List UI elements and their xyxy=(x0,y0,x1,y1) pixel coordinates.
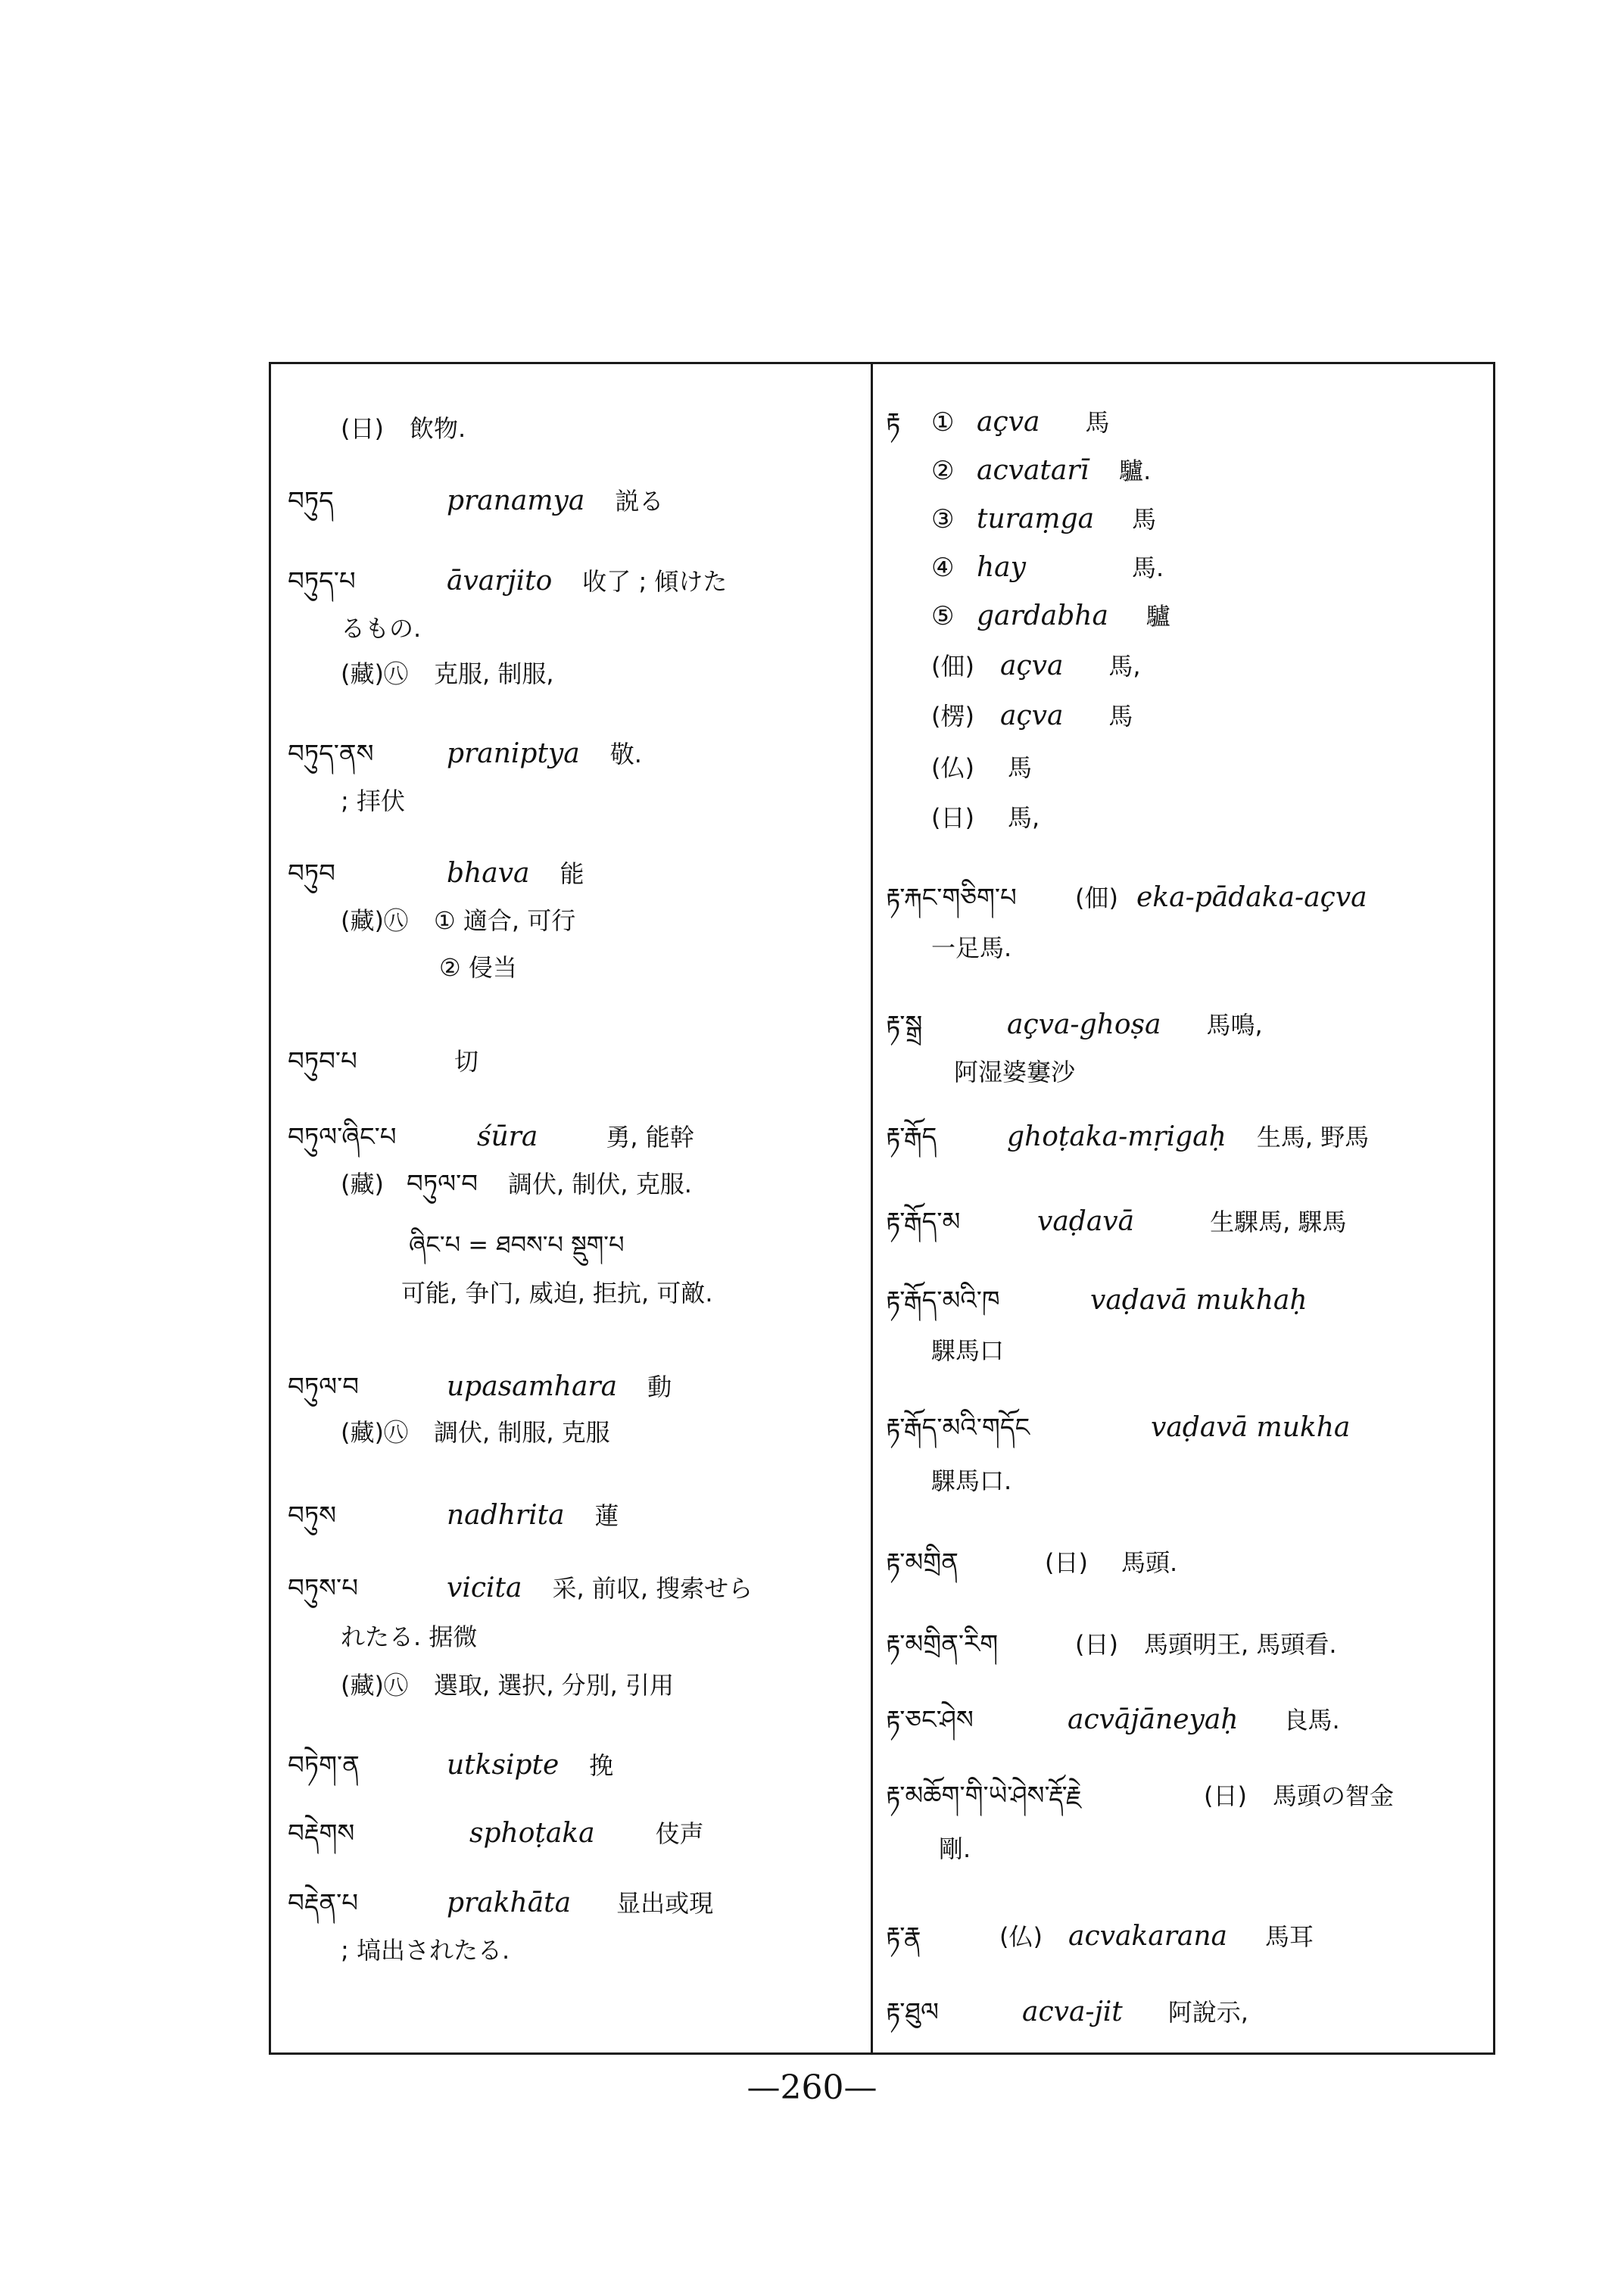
sanskrit-term: āvarjito xyxy=(447,566,553,597)
sub-gloss: 調伏, 制伏, 克服. xyxy=(508,1170,692,1198)
tibetan-headword: བརྡེན་པ xyxy=(288,1888,359,1918)
entry xyxy=(886,1702,1492,1738)
entry xyxy=(886,1778,1492,1867)
sense-number: ④ xyxy=(931,553,955,583)
tibetan-headword: བཏེག་ན xyxy=(288,1750,360,1781)
gloss: 馬耳 xyxy=(1265,1922,1314,1951)
gloss: 收了 ; 傾けた xyxy=(582,567,728,596)
gloss: 説る xyxy=(615,487,664,516)
gloss: 能 xyxy=(560,859,584,888)
entry xyxy=(288,1885,863,1968)
sanskrit-term: eka-pādaka-açva xyxy=(1136,882,1367,913)
entry xyxy=(288,856,863,986)
gloss: 馬 xyxy=(1007,753,1032,782)
gloss: 動 xyxy=(647,1373,672,1401)
entry xyxy=(288,563,863,692)
entry xyxy=(886,1007,1492,1090)
source-tag: (日) xyxy=(931,803,974,832)
sanskrit-term: acva-jit xyxy=(1022,1996,1123,2028)
gloss: 驢 xyxy=(1146,602,1170,631)
tibetan-headword: རྟ་མཆོག་གི་ཡེ་ཤེས་རྡོ་རྗེ xyxy=(886,1781,1082,1811)
entry xyxy=(886,598,1492,634)
tibetan-headword: རྟ་རྒོད་མའི་གདོང xyxy=(886,1413,1030,1443)
sanskrit-term: açva xyxy=(999,700,1064,731)
sense-number: ① xyxy=(931,407,955,438)
sanskrit-term: vicita xyxy=(447,1572,522,1604)
tibetan-headword: བཏུས་པ xyxy=(288,1573,358,1604)
gloss: 馬, xyxy=(1007,803,1040,832)
source-tag: (仏) xyxy=(931,753,974,782)
entry xyxy=(886,1283,1492,1369)
sanskrit-term: açva-ghoṣa xyxy=(1007,1009,1161,1040)
gloss-continuation: 剛. xyxy=(939,1834,971,1863)
entry xyxy=(886,648,1492,684)
entry xyxy=(886,799,1492,836)
entry xyxy=(288,1043,863,1080)
sanskrit-term: turaṃga xyxy=(977,503,1095,535)
sanskrit-term: açva xyxy=(977,407,1040,438)
tibetan-headword: བཏུལ་བ xyxy=(288,1372,360,1402)
gloss: 驢. xyxy=(1119,457,1152,485)
entry xyxy=(886,501,1492,538)
sub-gloss: 克服, 制服, xyxy=(433,659,554,688)
gloss: 馬, xyxy=(1108,652,1141,681)
sanskrit-term: upasamhara xyxy=(447,1371,618,1402)
gloss-continuation: 阿湿婆窶沙 xyxy=(954,1058,1076,1086)
source-tag: (仏) xyxy=(999,1922,1043,1951)
sanskrit-term: utksipte xyxy=(447,1750,560,1781)
sense-number: ② xyxy=(931,456,955,486)
gloss: 馬頭明王, 馬頭看. xyxy=(1143,1630,1337,1659)
sanskrit-term: gardabha xyxy=(977,600,1108,631)
entry xyxy=(288,483,863,519)
entry xyxy=(886,1119,1492,1155)
sanskrit-term: prakhāta xyxy=(447,1887,572,1918)
tibetan-headword: བཏུད xyxy=(288,486,334,516)
source-tag: (日) xyxy=(1075,1630,1118,1659)
source-tag: (佃) xyxy=(1075,884,1118,912)
gloss: 馬 xyxy=(1108,702,1133,731)
sanskrit-term: acvakarana xyxy=(1068,1921,1228,1952)
source-tag: (藏)㊇ xyxy=(341,1671,408,1700)
tibetan-headword: རྟ་ཐུལ xyxy=(886,1997,939,2028)
source-tag: (藏)㊇ xyxy=(341,906,408,935)
tibetan-headword: བཏུད་པ xyxy=(288,566,356,597)
gloss: 伎声 xyxy=(655,1819,704,1848)
sanskrit-term: hay xyxy=(977,552,1026,583)
entry xyxy=(886,1204,1492,1240)
gloss: 馬鳴, xyxy=(1206,1011,1263,1039)
gloss: 馬 xyxy=(1085,408,1110,437)
sub-gloss: ② 侵当 xyxy=(439,953,517,982)
tibetan-headword: རྟ་རྣ xyxy=(886,1922,921,1952)
source-tag: (日) xyxy=(1045,1548,1088,1577)
gloss-continuation: 騍馬口. xyxy=(931,1466,1012,1495)
sub-gloss: 選取, 選択, 分別, 引用 xyxy=(433,1671,675,1700)
gloss: 生騍馬, 騍馬 xyxy=(1210,1208,1347,1236)
tibetan-headword: རྟ་སྒྲ xyxy=(886,1010,923,1040)
sanskrit-term: ghoṭaka-mṛigaḥ xyxy=(1007,1121,1227,1152)
entry xyxy=(886,550,1492,586)
sanskrit-term: acvājāneyaḥ xyxy=(1068,1704,1239,1735)
source-tag: (藏) xyxy=(341,1170,384,1198)
gloss: 馬頭の智金 xyxy=(1272,1781,1394,1810)
sanskrit-term: vaḍavā xyxy=(1037,1206,1135,1237)
entry xyxy=(886,1918,1492,1955)
sanskrit-term: śūra xyxy=(477,1121,538,1152)
gloss-continuation: 一足馬. xyxy=(931,933,1012,962)
tibetan-headword: རྟ་མགྲིན xyxy=(886,1548,959,1578)
sanskrit-term: vaḍavā mukhaḥ xyxy=(1090,1285,1308,1316)
tibetan-headword: བཏུབ་པ xyxy=(288,1046,357,1077)
tibetan-headword: བཏུས xyxy=(288,1501,337,1531)
gloss: 馬 xyxy=(1132,505,1157,534)
sanskrit-term: sphoṭaka xyxy=(469,1818,595,1849)
entry xyxy=(288,1570,863,1703)
gloss: 勇, 能幹 xyxy=(606,1123,694,1152)
entry xyxy=(288,1498,863,1534)
sanskrit-term: pranamya xyxy=(447,485,585,516)
gloss: 阿說示, xyxy=(1167,1998,1248,2027)
tibetan-headword: རྟ xyxy=(886,407,901,438)
sanskrit-term: açva xyxy=(999,650,1064,681)
sub-gloss: ① 適合, 可行 xyxy=(433,906,576,935)
gloss: 馬頭. xyxy=(1121,1548,1178,1577)
gloss-continuation: ; 塙出されたる. xyxy=(341,1936,510,1965)
entry xyxy=(288,1369,863,1451)
column-divider xyxy=(871,362,873,2055)
gloss-continuation: れたる. 据微 xyxy=(341,1622,478,1651)
tibetan-headword: བཏུབ xyxy=(288,859,335,889)
gloss: 切 xyxy=(454,1047,479,1076)
entry xyxy=(288,1747,863,1784)
entry xyxy=(886,453,1492,489)
gloss: 良馬. xyxy=(1283,1706,1340,1735)
source-tag: (楞) xyxy=(931,702,974,731)
tibetan-headword: རྟ་རྐང་གཅིག་པ xyxy=(886,883,1017,913)
entry xyxy=(886,880,1492,966)
tibetan-headword: བཏུལ་ཞིང་པ xyxy=(288,1122,397,1152)
entry xyxy=(288,1119,863,1311)
source-tag: (藏)㊇ xyxy=(341,659,408,688)
gloss: 蓮 xyxy=(594,1501,619,1530)
tibetan-headword: རྟ་མགྲིན་རིག xyxy=(886,1629,999,1660)
entry xyxy=(886,698,1492,734)
tibetan-form: བཏུལ་བ xyxy=(406,1169,478,1199)
sanskrit-term: bhava xyxy=(447,858,530,889)
gloss: 显出或現 xyxy=(616,1889,714,1918)
sanskrit-term: acvatarī xyxy=(977,455,1089,486)
gloss-continuation: るもの. xyxy=(341,614,422,643)
sense-number: ③ xyxy=(931,504,955,535)
tibetan-headword: རྟ་རྒོད་མའི་ཁ xyxy=(886,1286,1000,1316)
source-tag: (日) xyxy=(341,414,384,443)
source-tag: (藏)㊇ xyxy=(341,1418,408,1447)
tibetan-headword: རྟ་རྒོད xyxy=(886,1122,937,1152)
entry xyxy=(288,736,863,819)
entry xyxy=(886,750,1492,786)
entry xyxy=(886,1410,1492,1499)
sense-number: ⑤ xyxy=(931,601,955,631)
sub-gloss: 可能, 争门, 威迫, 拒抗, 可敵. xyxy=(401,1279,713,1308)
source-tag: (日) xyxy=(1204,1781,1247,1810)
gloss: 敬. xyxy=(609,740,642,768)
tibetan-headword: རྟ་ཅང་ཤེས xyxy=(886,1705,974,1735)
sanskrit-term: nadhrita xyxy=(447,1500,565,1531)
page-number: —260— xyxy=(747,2068,877,2107)
tibetan-headword: རྟ་རྒོད་མ xyxy=(886,1207,961,1237)
source-tag: (佃) xyxy=(931,652,974,681)
entry xyxy=(886,1994,1492,2031)
sanskrit-term: praniptya xyxy=(447,738,580,769)
sanskrit-term: vaḍavā mukha xyxy=(1151,1412,1351,1443)
gloss: 挽 xyxy=(589,1751,614,1780)
entry xyxy=(288,410,863,447)
gloss-continuation: 騍馬口 xyxy=(931,1336,1005,1365)
sub-gloss: 調伏, 制服, 克服 xyxy=(433,1418,610,1447)
tibetan-equation: ཞིང་པ = ཐབས་པ སྡུག་པ xyxy=(409,1230,625,1259)
entry xyxy=(886,404,1492,441)
gloss: 生馬, 野馬 xyxy=(1256,1123,1370,1152)
gloss: 飲物. xyxy=(409,414,466,443)
entry xyxy=(886,1544,1492,1581)
gloss: 馬. xyxy=(1132,553,1164,582)
entry xyxy=(886,1626,1492,1663)
entry xyxy=(288,1816,863,1852)
gloss: 采, 前収, 搜索せら xyxy=(552,1574,753,1603)
tibetan-headword: བཏུད་ནས xyxy=(288,739,374,769)
gloss-continuation: ; 拝伏 xyxy=(341,787,405,815)
tibetan-headword: བརྡེགས xyxy=(288,1819,355,1849)
